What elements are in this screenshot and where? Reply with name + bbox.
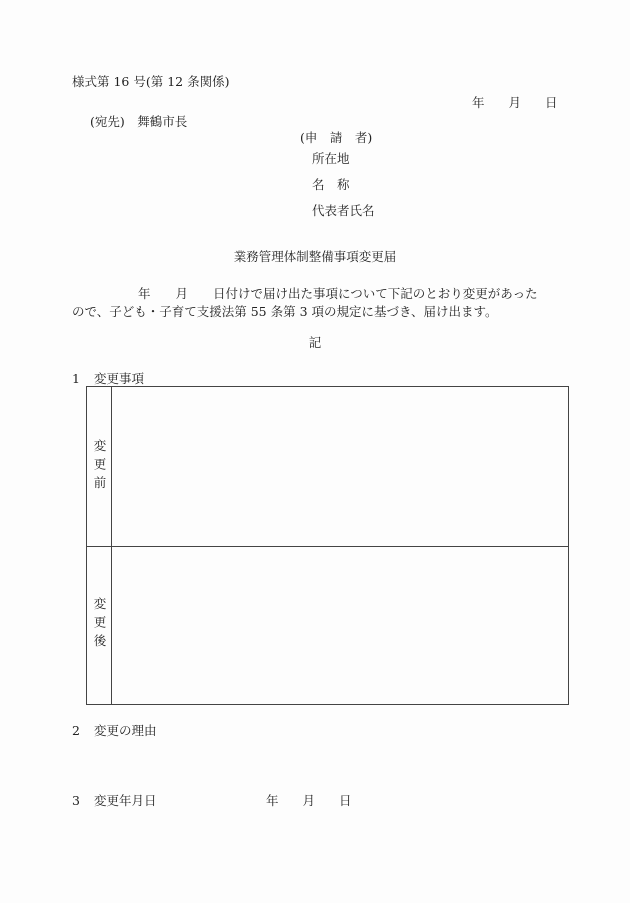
body-text xyxy=(72,285,572,321)
submission-date xyxy=(472,97,558,110)
location-label: 所在地 xyxy=(312,151,350,166)
section-3-label: 変更年月日 xyxy=(94,793,157,808)
section-2-label: 変更の理由 xyxy=(94,723,157,738)
change-date xyxy=(266,795,352,808)
section-1-label: 変更事項 xyxy=(94,371,145,386)
applicant-heading: (申 請 者) xyxy=(300,130,373,145)
change-table xyxy=(86,386,569,705)
change-date-day: 日 xyxy=(339,793,352,808)
addressee: (宛先) 舞鶴市長 xyxy=(90,114,188,129)
body-line-1: 年 月 日付けで届け出た事項について下記のとおり変更があった xyxy=(138,286,538,301)
after-content-field[interactable] xyxy=(112,546,568,704)
section-3-heading xyxy=(72,795,157,808)
before-content-field[interactable] xyxy=(112,387,568,546)
date-month: 月 xyxy=(508,95,522,110)
form-number: 様式第 16 号(第 12 条関係) xyxy=(72,74,230,89)
section-2-heading xyxy=(72,725,157,738)
section-2-number: 2 xyxy=(72,723,80,738)
after-label-cell xyxy=(87,546,112,704)
change-date-year: 年 xyxy=(266,793,279,808)
document-title: 業務管理体制整備事項変更届 xyxy=(233,249,397,264)
body-line-2: ので、子ども・子育て支援法第 55 条第 3 項の規定に基づき、届け出ます。 xyxy=(72,304,498,319)
before-label-cell xyxy=(87,387,112,546)
after-label: 変更後 xyxy=(92,597,107,653)
section-3-number: 3 xyxy=(72,793,80,808)
representative-label: 代表者氏名 xyxy=(312,203,375,218)
after-row xyxy=(87,546,568,704)
date-year: 年 xyxy=(472,95,485,110)
change-date-month: 月 xyxy=(302,793,316,808)
date-day: 日 xyxy=(545,95,558,110)
name-label: 名 称 xyxy=(312,177,350,192)
section-1-number: 1 xyxy=(72,371,80,386)
before-row xyxy=(87,387,568,547)
ki-heading: 記 xyxy=(308,335,322,350)
section-1-heading xyxy=(72,373,144,386)
before-label: 変更前 xyxy=(92,438,107,495)
